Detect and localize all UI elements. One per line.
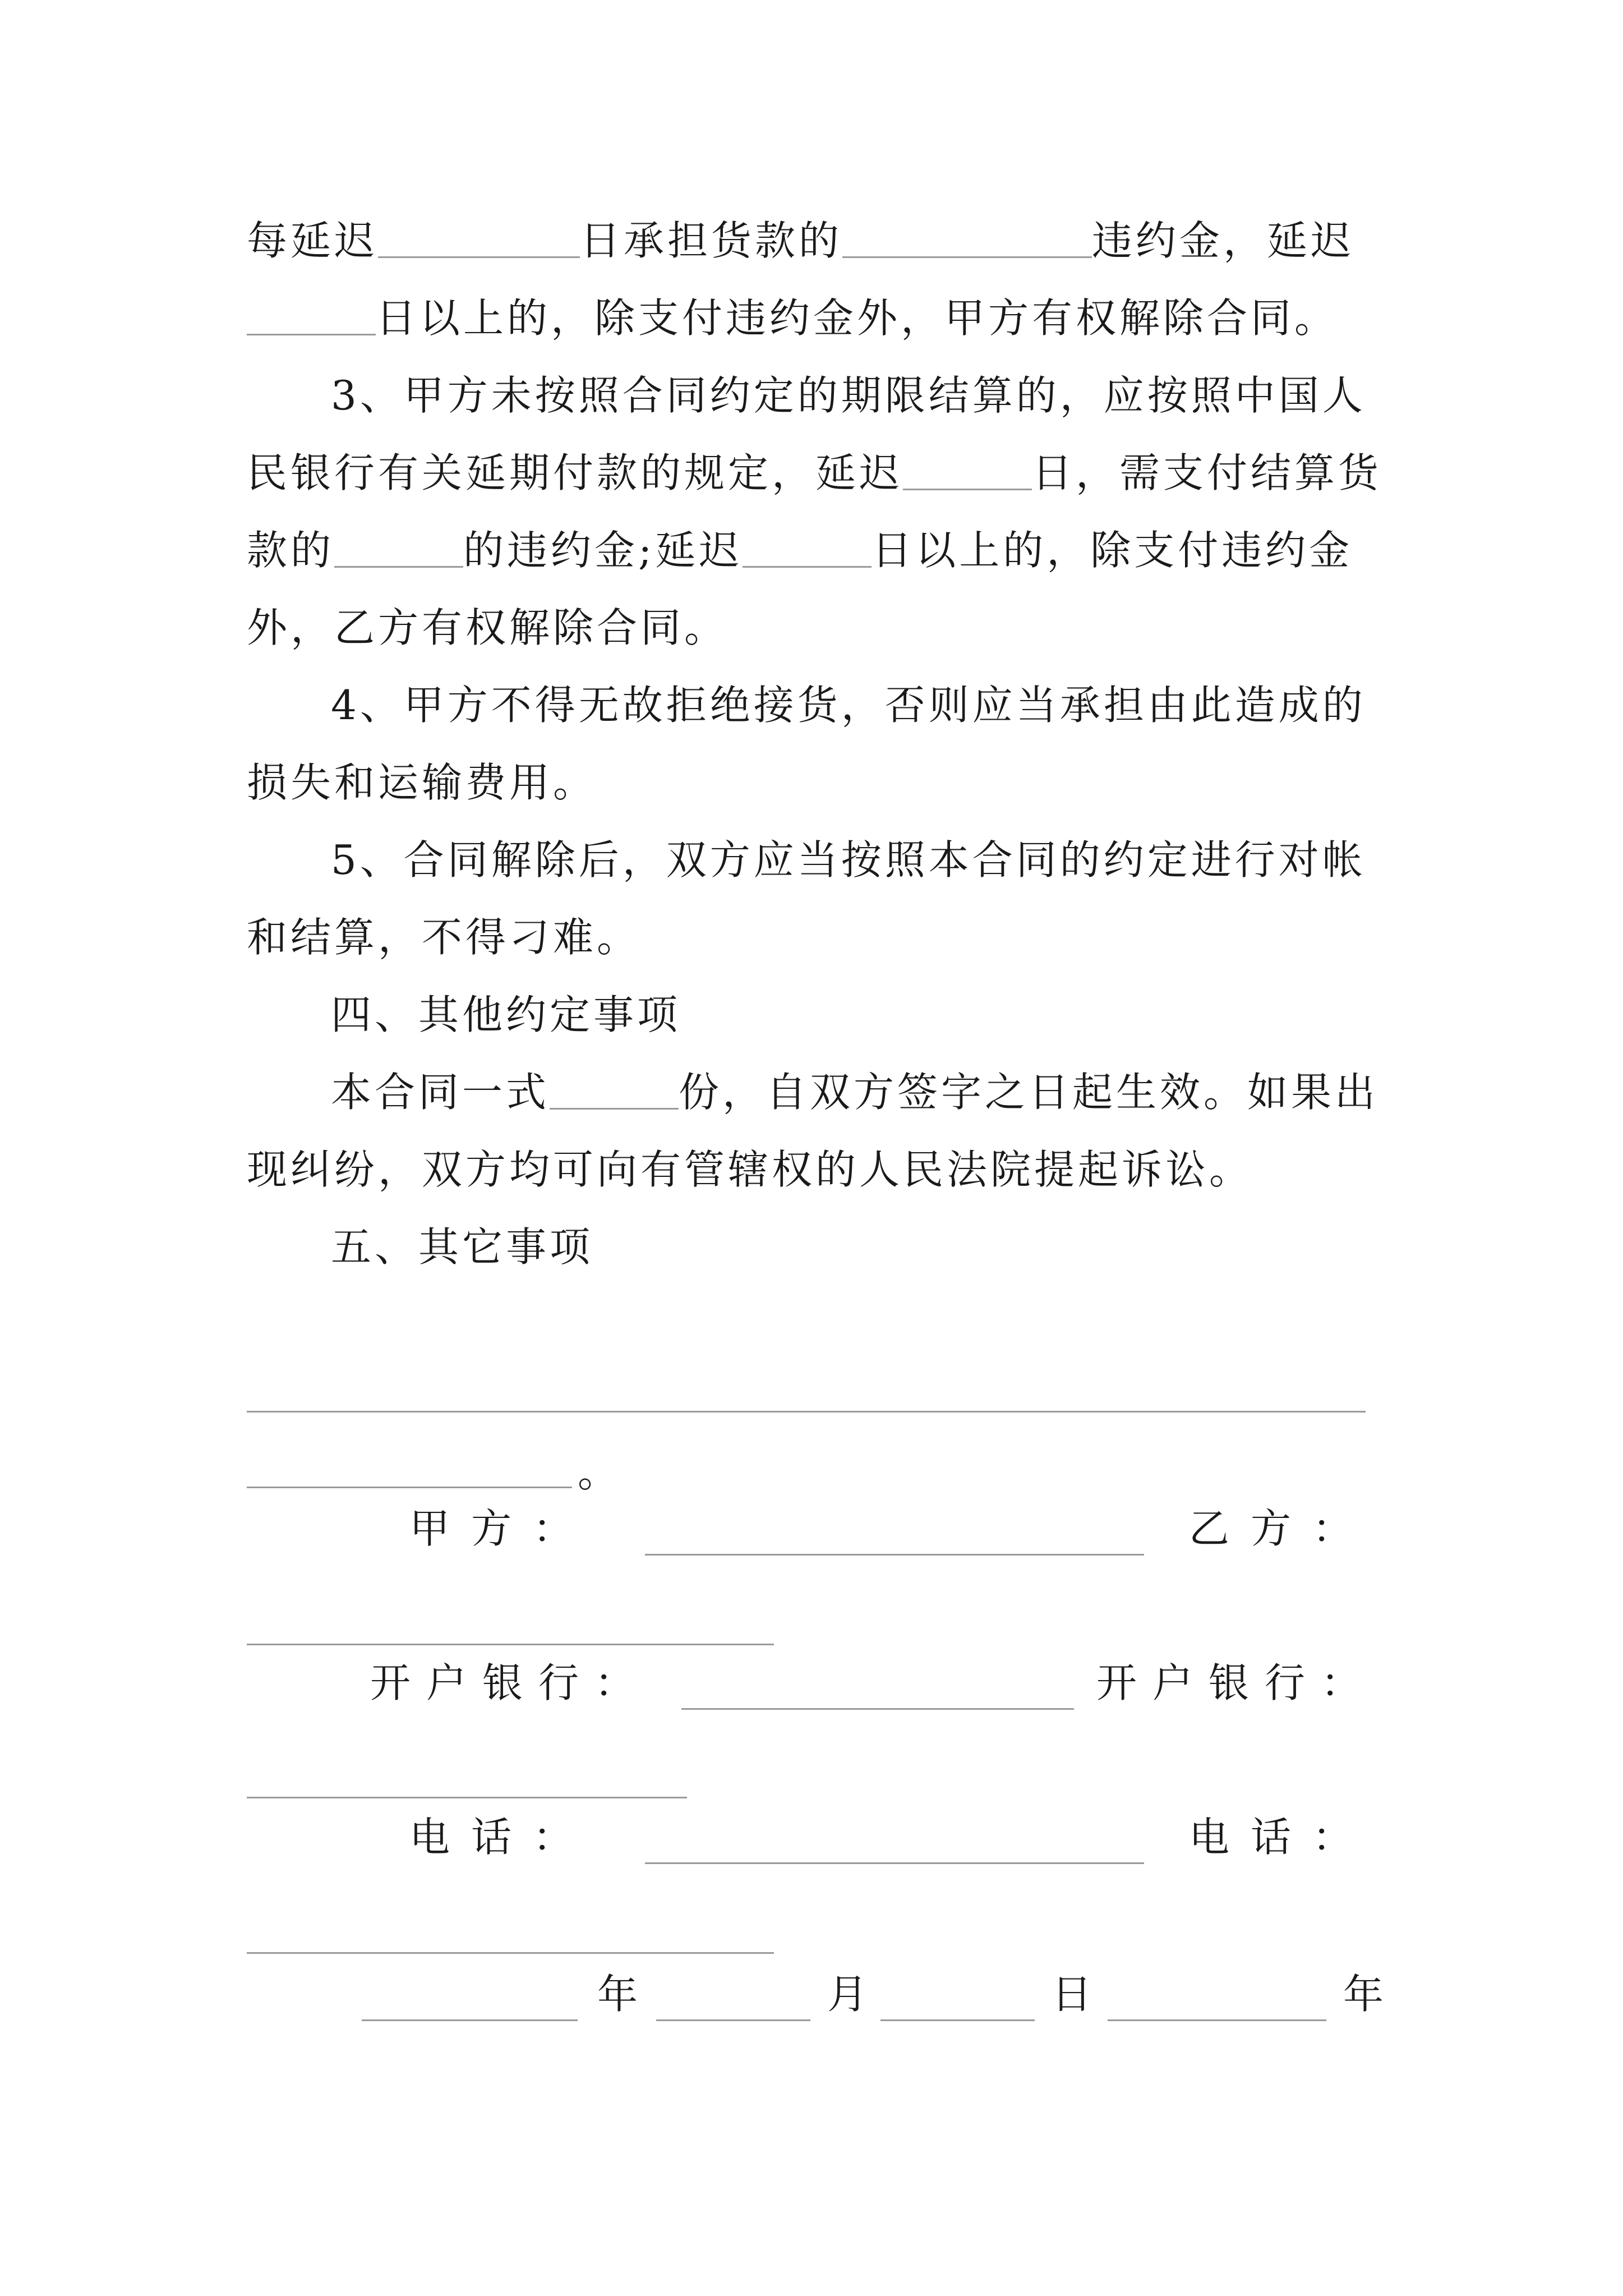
year-label: 年 <box>597 1971 638 2018</box>
blank-line-long <box>247 1411 1366 1412</box>
text-segment: 款的 <box>247 527 335 574</box>
blank-line <box>550 1074 679 1110</box>
phone-a-line <box>645 1862 1144 1864</box>
text-segment: 每延迟 <box>247 217 379 264</box>
end-mark: 。 <box>578 1449 619 1496</box>
blank-line <box>743 532 872 568</box>
bank-a-label: 开户银行： <box>370 1659 651 1706</box>
text-segment: 违约金，延迟 <box>1092 217 1355 264</box>
blank-line <box>903 455 1032 490</box>
text-segment: 的违约金;延迟 <box>463 527 743 574</box>
section-4-line-2: 现纠纷，双方均可向有管辖权的人民法院提起诉讼。 <box>247 1146 1253 1193</box>
party-a-label: 甲方： <box>409 1505 595 1552</box>
text-segment: 日，需支付结算货 <box>1032 449 1382 496</box>
clause-4-line-1: 4、甲方不得无故拒绝接货，否则应当承担由此造成的 <box>331 682 1366 729</box>
year-line <box>362 2019 578 2021</box>
text-segment: 日承担货款的 <box>580 217 843 264</box>
text-segment: 日以上的，除支付违约金外，甲方有权解除合同。 <box>376 295 1339 342</box>
day-label: 日 <box>1052 1971 1092 2018</box>
text-segment: 份，自双方签字之日起生效。如果出 <box>679 1069 1379 1116</box>
clause-line-1 <box>247 202 1385 279</box>
clause-3-line-1: 3、甲方未按照合同约定的期限结算的，应按照中国人 <box>331 372 1366 419</box>
section-4-heading: 四、其他约定事项 <box>331 991 681 1038</box>
phone-b-line <box>247 1952 774 1954</box>
bank-b-line <box>247 1797 687 1798</box>
bank-b-label: 开户银行： <box>1096 1659 1377 1706</box>
clause-5-line-2: 和结算，不得刁难。 <box>247 914 641 961</box>
phone-b-label: 电话： <box>1189 1814 1375 1861</box>
party-b-label: 乙方： <box>1189 1505 1375 1552</box>
clause-5-line-1: 5、合同解除后，双方应当按照本合同的约定进行对帐 <box>331 836 1366 884</box>
clause-3-line-3 <box>247 512 1385 589</box>
blank-line <box>247 300 376 335</box>
text-segment: 日以上的，除支付违约金 <box>872 527 1353 574</box>
month-line <box>656 2019 810 2021</box>
year2-line <box>1108 2019 1326 2021</box>
blank-line <box>842 223 1092 258</box>
section-4-line-1 <box>247 1053 1385 1131</box>
section-5-heading: 五、其它事项 <box>331 1223 594 1271</box>
day-line <box>880 2019 1035 2021</box>
year2-label: 年 <box>1343 1971 1384 2018</box>
blank-line <box>334 532 463 568</box>
blank-line-short <box>247 1487 572 1488</box>
clause-line-2 <box>247 279 1385 357</box>
clause-3-line-2 <box>247 434 1385 512</box>
party-a-line <box>645 1554 1144 1556</box>
phone-a-label: 电话： <box>409 1814 595 1861</box>
blank-line <box>378 223 580 258</box>
month-label: 月 <box>827 1971 868 2018</box>
clause-4-line-2: 损失和运输费用。 <box>247 759 597 806</box>
party-b-line <box>247 1644 774 1645</box>
text-segment: 本合同一式 <box>331 1069 550 1116</box>
bank-a-line <box>681 1708 1074 1710</box>
clause-3-line-4: 外，乙方有权解除合同。 <box>247 604 728 651</box>
text-segment: 民银行有关延期付款的规定，延迟 <box>247 449 903 496</box>
